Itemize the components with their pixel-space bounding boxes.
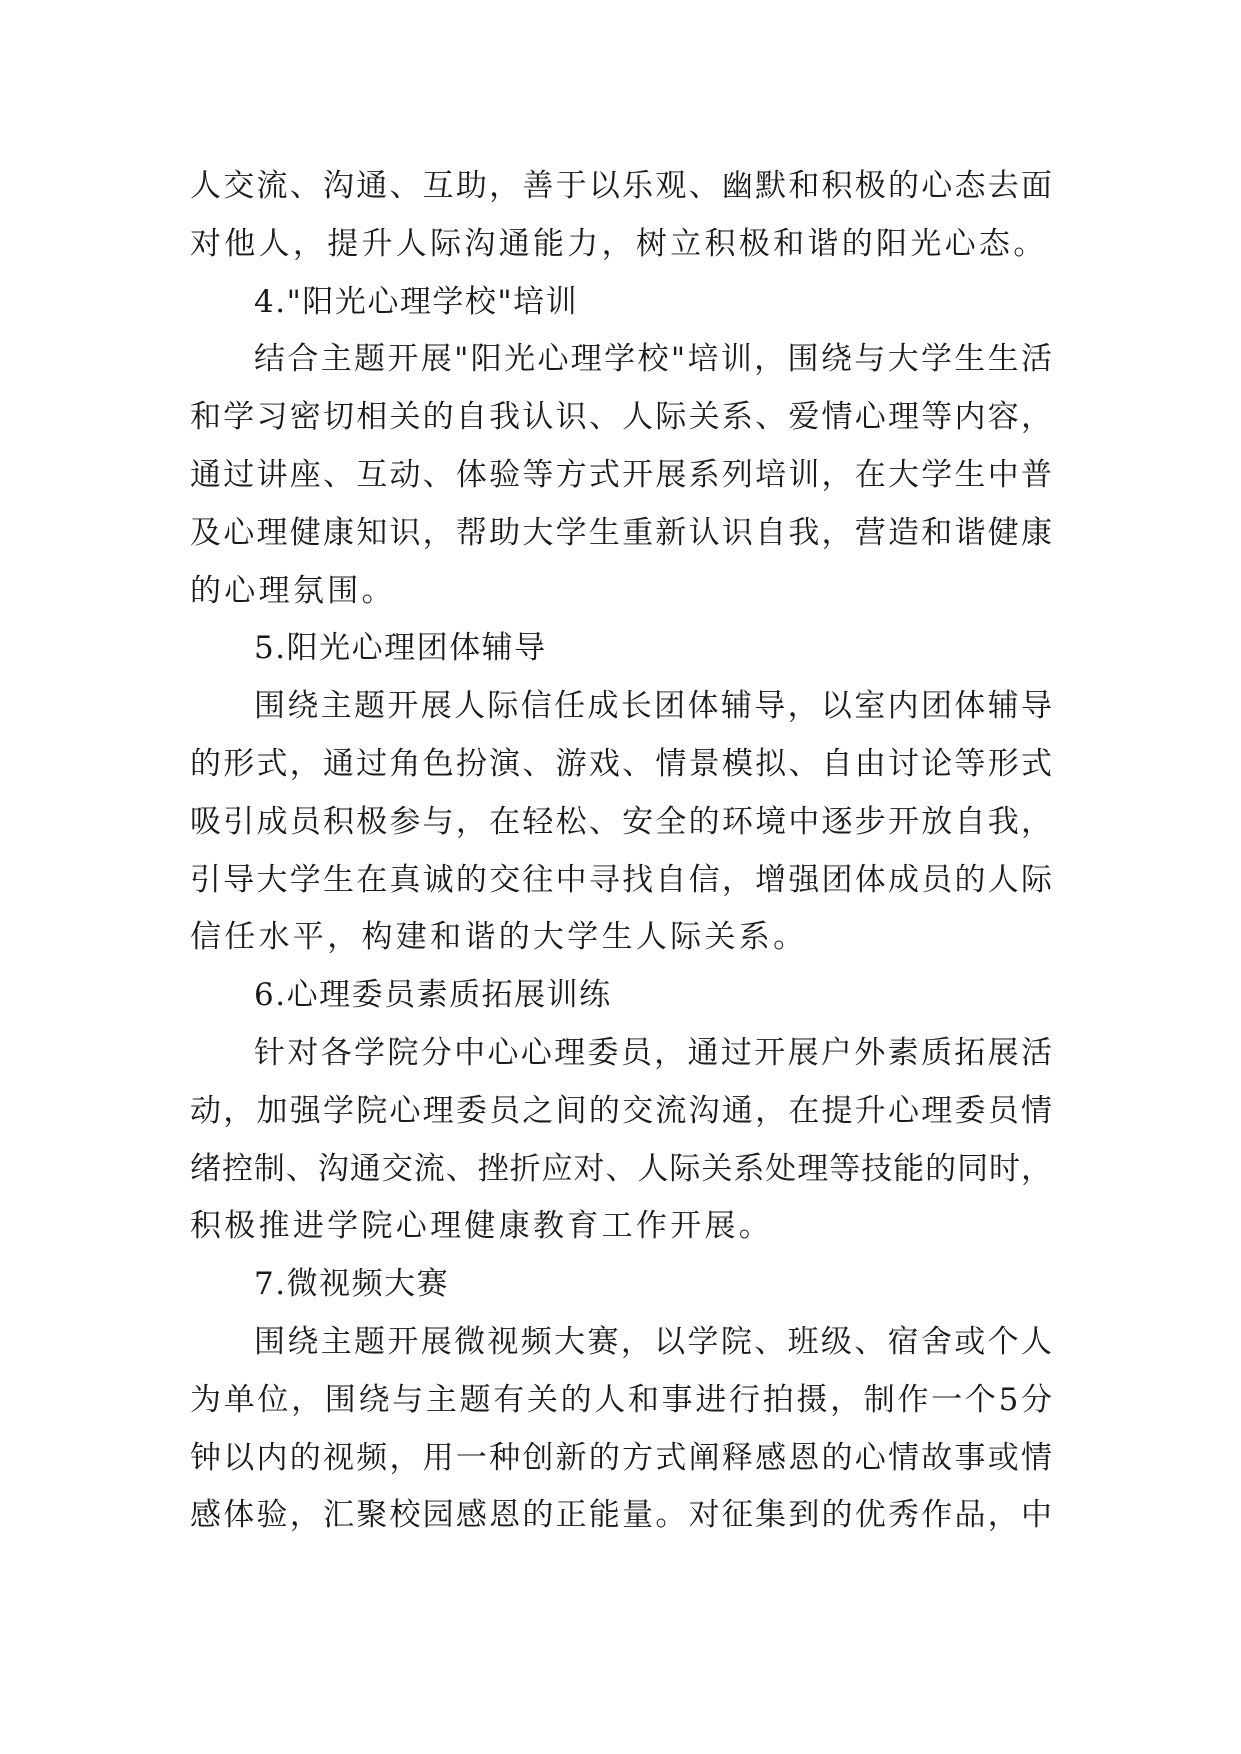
paragraph-line: 为单位，围绕与主题有关的人和事进行拍摄，制作一个5分 (190, 1381, 1052, 1418)
paragraph-line: 绪控制、沟通交流、挫折应对、人际关系处理等技能的同时， (190, 1150, 1052, 1187)
paragraph-line: 通过讲座、互动、体验等方式开展系列培训，在大学生中普 (190, 456, 1052, 493)
paragraph-line: 钟以内的视频，用一种创新的方式阐释感恩的心情故事或情 (190, 1439, 1052, 1476)
paragraph-first-line: 结合主题开展"阳光心理学校"培训，围绕与大学生生活 (254, 341, 1052, 378)
section-heading-7: 7.微视频大赛 (254, 1266, 450, 1303)
paragraph-line-end: 积极推进学院心理健康教育工作开展。 (190, 1208, 774, 1245)
section-heading-4: 4."阳光心理学校"培训 (254, 283, 579, 320)
paragraph-first-line: 围绕主题开展人际信任成长团体辅导，以室内团体辅导 (254, 688, 1052, 725)
paragraph-line-end: 的心理氛围。 (190, 572, 396, 609)
paragraph-line: 动，加强学院心理委员之间的交流沟通，在提升心理委员情 (190, 1092, 1052, 1129)
paragraph-line-end: 信任水平，构建和谐的大学生人际关系。 (190, 919, 808, 956)
paragraph-line: 人交流、沟通、互助，善于以乐观、幽默和积极的心态去面 (190, 168, 1052, 204)
paragraph-line: 感体验，汇聚校园感恩的正能量。对征集到的优秀作品，中 (190, 1497, 1052, 1534)
section-heading-6: 6.心理委员素质拓展训练 (254, 977, 612, 1014)
paragraph-line: 及心理健康知识，帮助大学生重新认识自我，营造和谐健康 (190, 514, 1052, 551)
paragraph-first-line: 围绕主题开展微视频大赛，以学院、班级、宿舍或个人 (254, 1323, 1052, 1360)
paragraph-first-line: 针对各学院分中心心理委员，通过开展户外素质拓展活 (254, 1034, 1052, 1071)
paragraph-line-end: 对他人，提升人际沟通能力，树立积极和谐的阳光心态。 (190, 225, 1048, 262)
paragraph-line: 吸引成员积极参与，在轻松、安全的环境中逐步开放自我， (190, 803, 1052, 840)
document-body (190, 158, 1052, 1545)
paragraph-line: 和学习密切相关的自我认识、人际关系、爱情心理等内容， (190, 399, 1052, 436)
section-heading-5: 5.阳光心理团体辅导 (254, 630, 547, 667)
paragraph-line: 引导大学生在真诚的交往中寻找自信，增强团体成员的人际 (190, 861, 1052, 898)
paragraph-line: 的形式，通过角色扮演、游戏、情景模拟、自由讨论等形式 (190, 745, 1052, 782)
